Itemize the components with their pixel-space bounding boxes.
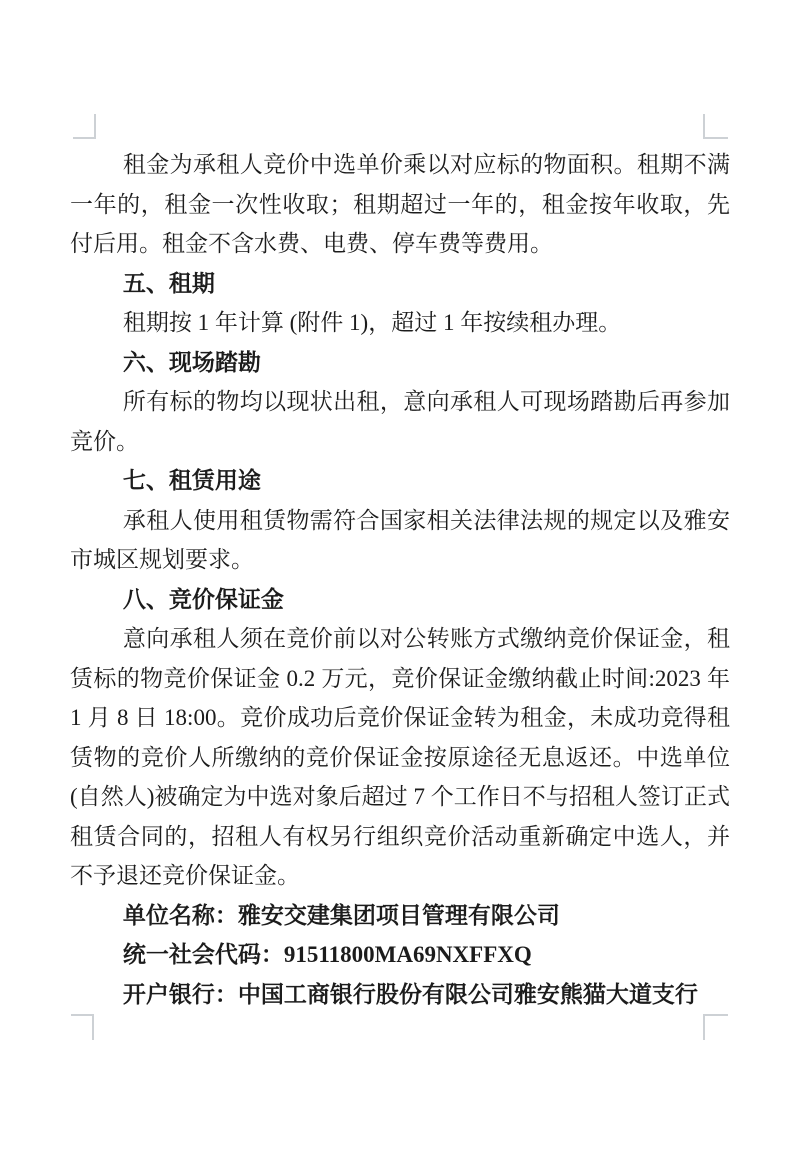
heading-section-seven-lease-use: 七、租赁用途	[122, 468, 261, 493]
paragraph-rent-payment-terms: 租金为承租人竞价中选单价乘以对应标的物面积。租期不满一年的，租金一次性收取；租期超过一年的，租金按年收取，先付后用。租金不含水费、电费、停车费等费用。	[70, 152, 730, 256]
paragraph-site-survey: 所有标的物均以现状出租，意向承租人可现场踏勘后再参加竞价。	[70, 389, 730, 454]
info-line-company-name: 单位名称：雅安交建集团项目管理有限公司	[122, 902, 560, 928]
heading-section-five-lease-term: 五、租期	[122, 270, 215, 296]
crop-mark-bottom-left-icon	[71, 1014, 94, 1040]
crop-mark-top-left-icon	[73, 114, 96, 139]
info-line-bank-name: 开户银行：中国工商银行股份有限公司雅安熊猫大道支行	[122, 981, 698, 1007]
crop-mark-top-right-icon	[703, 114, 728, 139]
info-line-social-credit-code: 统一社会代码：91511800MA69NXFFXQ	[122, 942, 532, 967]
paragraph-bid-deposit-rules: 意向承租人须在竞价前以对公转账方式缴纳竞价保证金，租赁标的物竞价保证金 0.2 万元，竞价保证金缴纳截止时间:2023 年 1 月 8 日 18:00。竞价成功后竞价保证金转为租金，未成功竞得租赁物的竞价人所缴纳的竞价保证金按原途径无息返还。中选单位(自然人)被确定为中选对象后超过 7 个工作日不与招租人签订正式租赁合同的，招租人有权另行组织竞价活动重新确定中选人，并不予退还竞价保证金。	[70, 626, 730, 888]
crop-mark-bottom-right-icon	[703, 1014, 728, 1040]
paragraph-lease-term: 租期按 1 年计算 (附件 1)，超过 1 年按续租办理。	[122, 310, 622, 335]
document-body	[70, 145, 730, 1014]
heading-section-six-site-survey: 六、现场踏勘	[122, 349, 261, 375]
heading-section-eight-bid-deposit: 八、竞价保证金	[122, 586, 284, 612]
paragraph-lease-use: 承租人使用租赁物需符合国家相关法律法规的规定以及雅安市城区规划要求。	[70, 507, 730, 572]
